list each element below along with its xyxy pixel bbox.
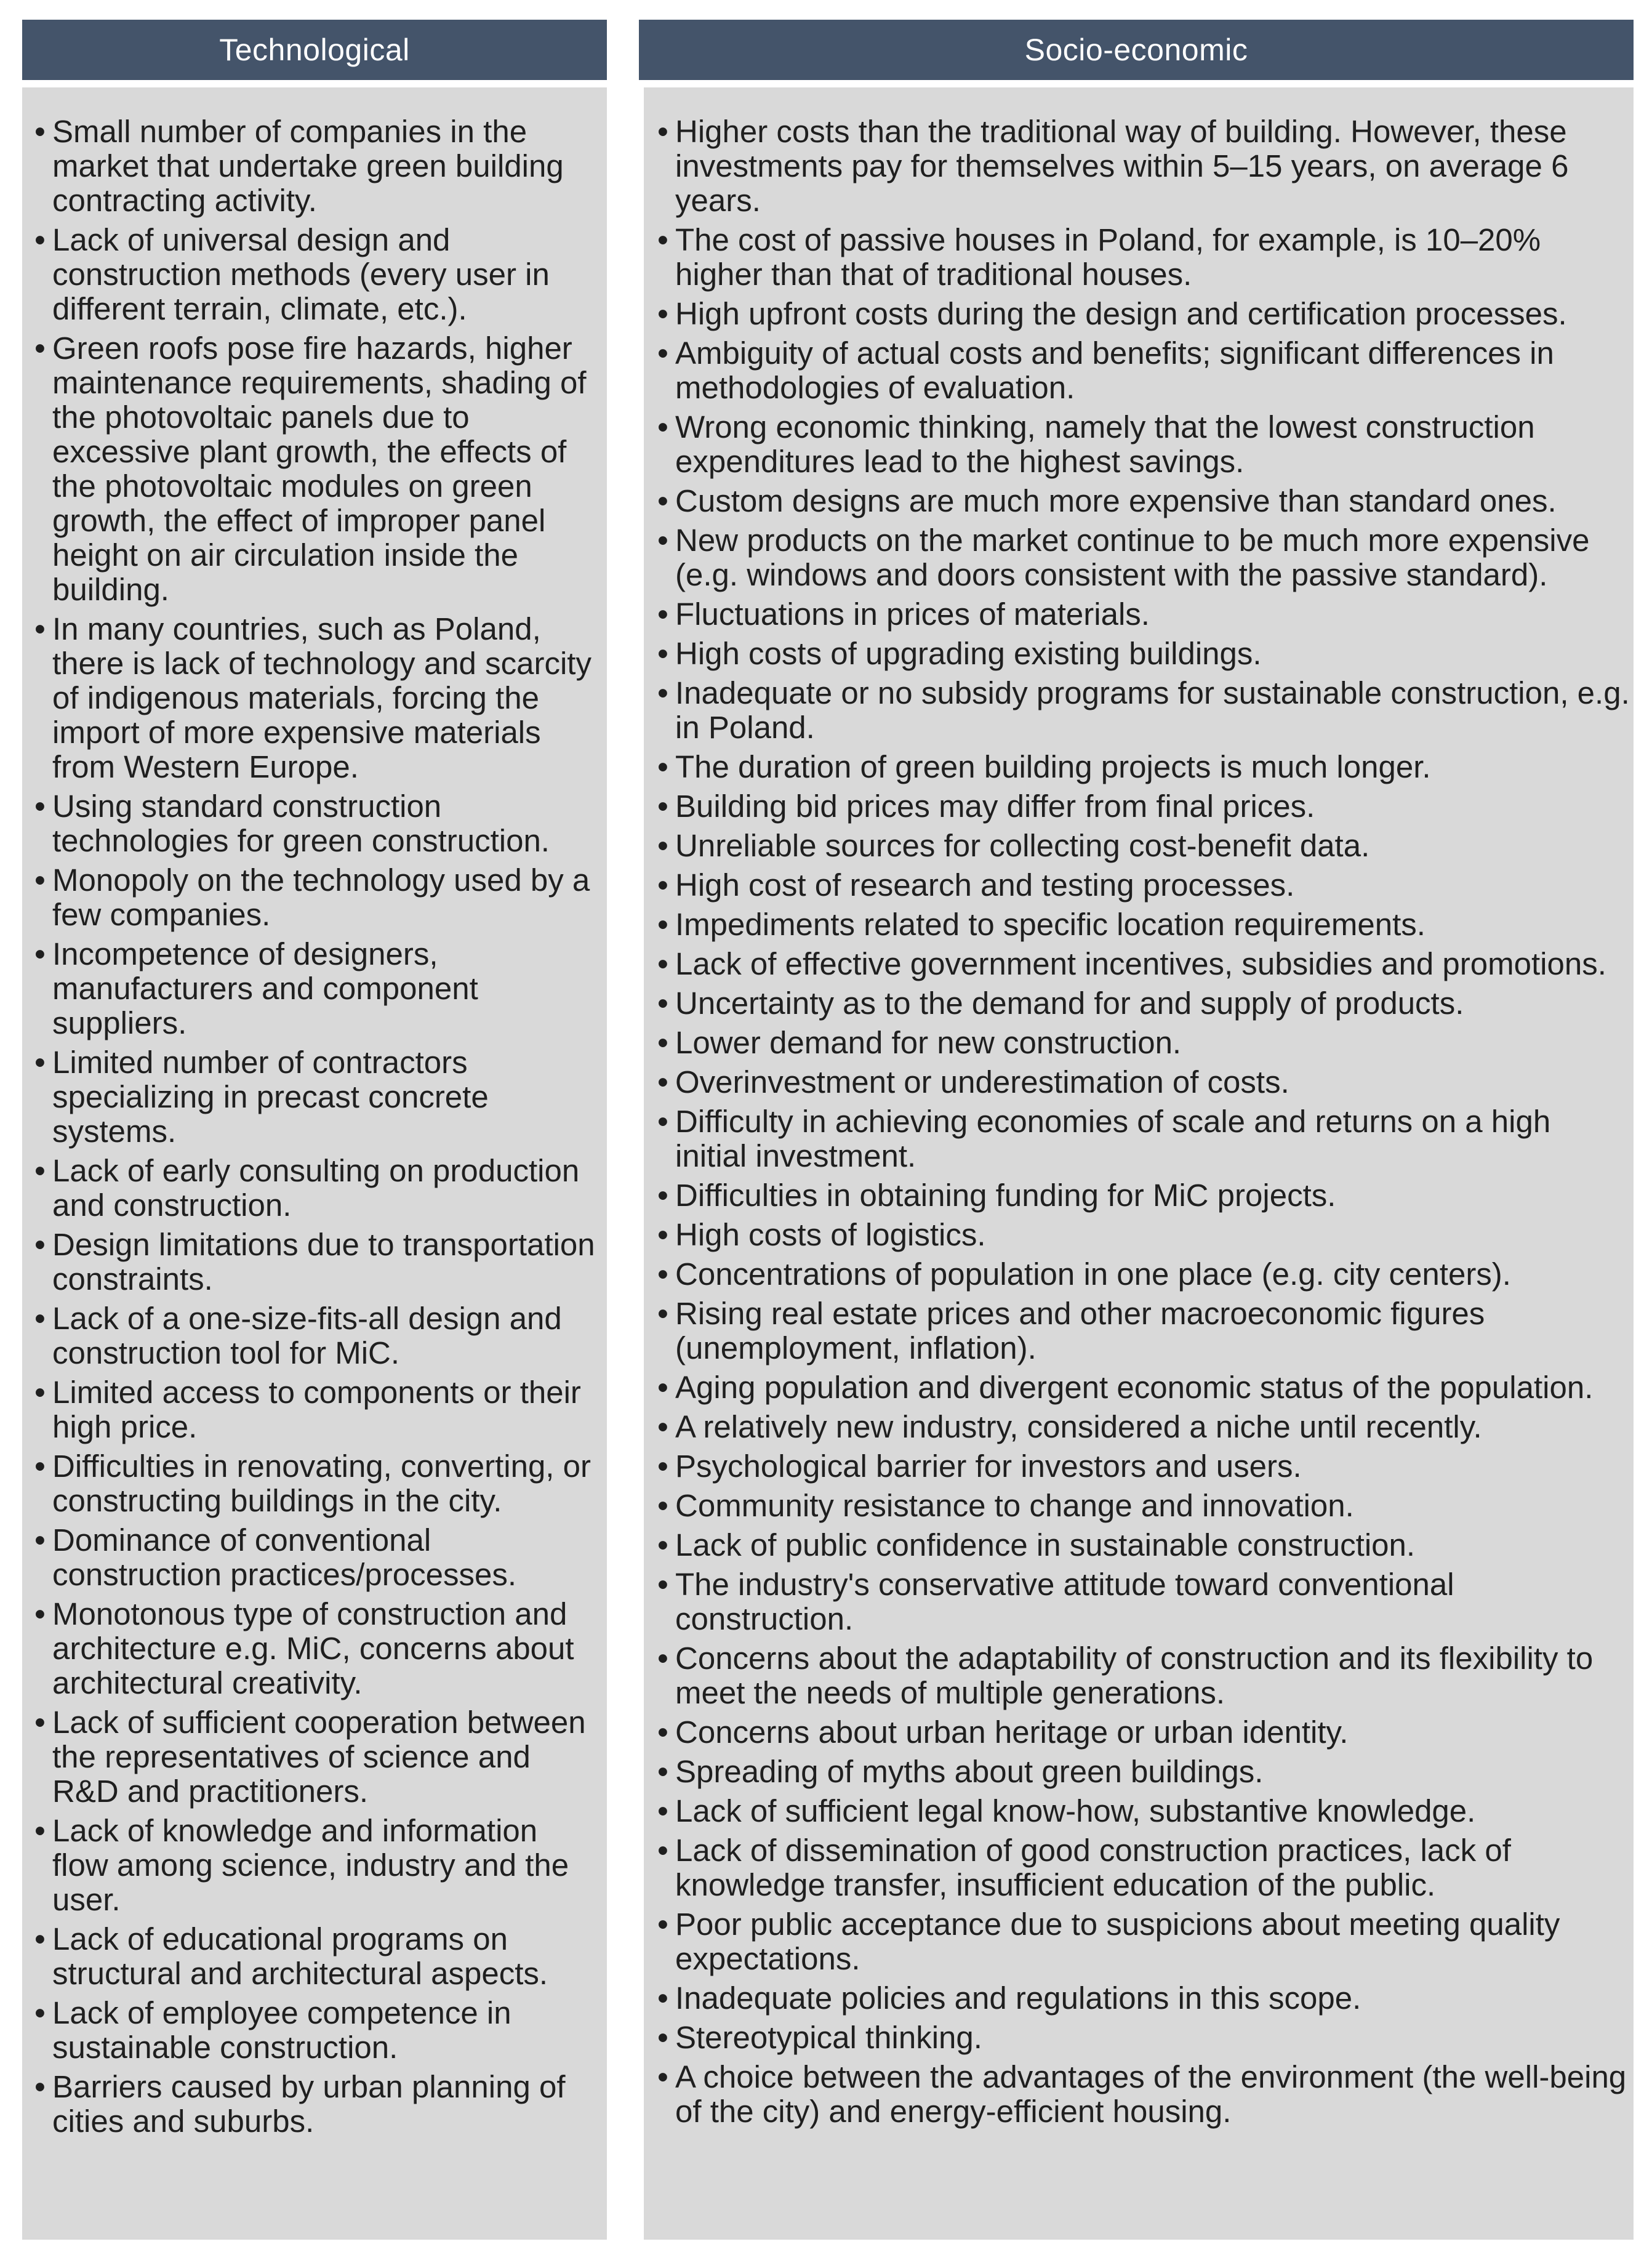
list-item: • The industry's conservative attitude toward conventional construction. [657, 1567, 1630, 1636]
list-item: • In many countries, such as Poland, there is lack of technology and scarcity of indigenous materials, forcing the import of more expensive materials from Western Europe. [34, 612, 601, 784]
list-item: • Lack of knowledge and information flow among science, industry and the user. [34, 1814, 601, 1917]
list-item: • Green roofs pose fire hazards, higher maintenance requirements, shading of the photovoltaic panels due to excessive plant growth, the effects of the photovoltaic modules on green growth, the effect of improper panel height on air circulation inside the building. [34, 331, 601, 607]
list-item: • Monotonous type of construction and architecture e.g. MiC, concerns about architectural creativity. [34, 1597, 601, 1700]
technological-body [22, 87, 607, 2240]
list-item: • Difficulties in obtaining funding for MiC projects. [657, 1178, 1630, 1213]
list-item: • Lack of sufficient cooperation between the representatives of science and R&D and practitioners. [34, 1705, 601, 1809]
list-item: • Community resistance to change and innovation. [657, 1489, 1630, 1523]
list-item: • Small number of companies in the market that undertake green building contracting activity. [34, 115, 601, 218]
list-item: • Dominance of conventional construction practices/processes. [34, 1523, 601, 1592]
technological-header [22, 20, 607, 80]
socio-economic-title: Socio-economic [1024, 33, 1248, 67]
list-item: • Fluctuations in prices of materials. [657, 597, 1630, 632]
list-item: • Poor public acceptance due to suspicions about meeting quality expectations. [657, 1907, 1630, 1976]
list-item: • The cost of passive houses in Poland, for example, is 10–20% higher than that of traditional houses. [657, 223, 1630, 292]
list-item: • Lack of sufficient legal know-how, substantive knowledge. [657, 1794, 1630, 1828]
list-item: • A relatively new industry, considered a niche until recently. [657, 1410, 1630, 1444]
technological-column [22, 20, 607, 2240]
list-item: • Concerns about urban heritage or urban identity. [657, 1715, 1630, 1750]
list-item: • Custom designs are much more expensive than standard ones. [657, 484, 1630, 518]
list-item: • Inadequate or no subsidy programs for sustainable construction, e.g. in Poland. [657, 676, 1630, 745]
list-item: • Using standard construction technologies for green construction. [34, 789, 601, 858]
socio-economic-header [639, 20, 1634, 80]
list-item: • Difficulties in renovating, converting, or constructing buildings in the city. [34, 1449, 601, 1518]
list-item: • Lower demand for new construction. [657, 1026, 1630, 1060]
list-item: • A choice between the advantages of the environment (the well-being of the city) and energy-efficient housing. [657, 2060, 1630, 2129]
technological-title: Technological [219, 33, 410, 67]
list-item: • Monopoly on the technology used by a few companies. [34, 863, 601, 932]
list-item: • Lack of early consulting on production and construction. [34, 1154, 601, 1223]
list-item: • Higher costs than the traditional way of building. However, these investments pay for themselves within 5–15 years, on average 6 years. [657, 115, 1630, 218]
list-item: • Inadequate policies and regulations in this scope. [657, 1981, 1630, 2016]
list-item: • Lack of dissemination of good construction practices, lack of knowledge transfer, insufficient education of the public. [657, 1833, 1630, 1902]
list-item: • Incompetence of designers, manufacturers and component suppliers. [34, 937, 601, 1040]
list-item: • Concentrations of population in one place (e.g. city centers). [657, 1257, 1630, 1292]
list-item: • Spreading of myths about green buildings. [657, 1755, 1630, 1789]
list-item: • High costs of logistics. [657, 1218, 1630, 1252]
list-item: • Lack of a one-size-fits-all design and construction tool for MiC. [34, 1301, 601, 1370]
list-item: • Lack of employee competence in sustainable construction. [34, 1996, 601, 2065]
list-item: • Design limitations due to transportation constraints. [34, 1228, 601, 1297]
list-item: • Limited access to components or their high price. [34, 1375, 601, 1444]
list-item: • High cost of research and testing processes. [657, 868, 1630, 903]
list-item: • High costs of upgrading existing buildings. [657, 637, 1630, 671]
list-item: • Difficulty in achieving economies of scale and returns on a high initial investment. [657, 1104, 1630, 1173]
list-item: • High upfront costs during the design and certification processes. [657, 297, 1630, 331]
list-item: • New products on the market continue to be much more expensive (e.g. windows and doors consistent with the passive standard). [657, 523, 1630, 592]
list-item: • Lack of public confidence in sustainable construction. [657, 1528, 1630, 1562]
list-item: • The duration of green building projects is much longer. [657, 750, 1630, 784]
list-item: • Aging population and divergent economic status of the population. [657, 1370, 1630, 1405]
list-item: • Rising real estate prices and other macroeconomic figures (unemployment, inflation). [657, 1297, 1630, 1365]
list-item: • Concerns about the adaptability of construction and its flexibility to meet the needs of multiple generations. [657, 1641, 1630, 1710]
list-item: • Psychological barrier for investors and users. [657, 1449, 1630, 1484]
list-item: • Lack of universal design and construction methods (every user in different terrain, climate, etc.). [34, 223, 601, 326]
list-item: • Unreliable sources for collecting cost-benefit data. [657, 829, 1630, 863]
socio-economic-column [639, 20, 1634, 2240]
list-item: • Stereotypical thinking. [657, 2021, 1630, 2055]
socio-economic-body [644, 87, 1634, 2240]
list-item: • Lack of effective government incentives, subsidies and promotions. [657, 947, 1630, 981]
list-item: • Wrong economic thinking, namely that the lowest construction expenditures lead to the highest savings. [657, 410, 1630, 479]
list-item: • Building bid prices may differ from final prices. [657, 789, 1630, 824]
list-item: • Impediments related to specific location requirements. [657, 907, 1630, 942]
list-item: • Ambiguity of actual costs and benefits; significant differences in methodologies of evaluation. [657, 336, 1630, 405]
technological-list [34, 115, 601, 2144]
socio-economic-list [657, 115, 1630, 2134]
list-item: • Overinvestment or underestimation of costs. [657, 1065, 1630, 1100]
list-item: • Limited number of contractors specializing in precast concrete systems. [34, 1045, 601, 1149]
list-item: • Barriers caused by urban planning of cities and suburbs. [34, 2070, 601, 2139]
list-item: • Lack of educational programs on structural and architectural aspects. [34, 1922, 601, 1991]
list-item: • Uncertainty as to the demand for and supply of products. [657, 986, 1630, 1021]
